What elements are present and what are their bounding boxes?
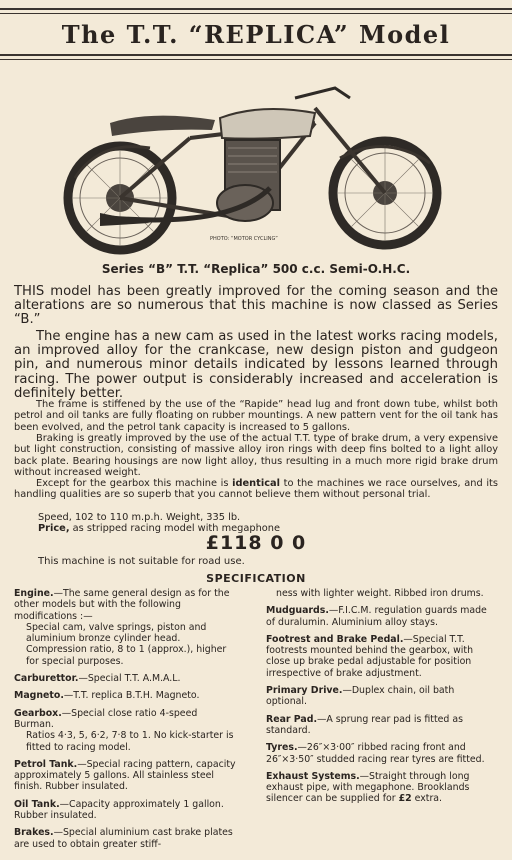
spec-footrest [266,634,492,679]
spec-primary-drive [266,685,492,708]
top-rule-thin [0,13,512,14]
spec-oil-tank [14,799,236,822]
spec-carburettor [14,673,236,684]
spec-brakes-cont [266,588,492,599]
spec-engine-head: Engine. [14,588,54,599]
speed-weight: Speed, 102 to 110 m.p.h. Weight, 335 lb. [38,512,241,523]
spec-engine-text: —The same general design as for the other models but with the following modifications :— [14,588,230,622]
spec-magneto-head: Magneto. [14,690,64,702]
page-title: The T.T. “REPLICA” Model [61,20,451,49]
road-use-note: This machine is not suitable for road use. [38,556,245,567]
spec-exhaust-price: £2 [398,793,412,805]
spec-column-left [14,588,236,856]
spec-tyres-text: —26″×3·00″ ribbed racing front and 26″×3·50″ studded racing rear tyres are fitted. [266,742,485,765]
spec-footrest-text: —Special T.T. footrests mounted behind the gearbox, with close up brake pedal adjustable for position irrespective of brake adjustment. [266,633,474,679]
spec-rear-pad [266,714,492,737]
spec-footrest-head: Footrest and Brake Pedal. [266,633,404,645]
spec-gearbox [14,708,236,753]
title-rule [0,54,512,56]
spec-petrol-tank-head: Petrol Tank. [14,758,78,770]
spec-gearbox-extra: Ratios 4·3, 5, 6·2, 7·8 to 1. No kick-starter is fitted to racing model. [26,730,234,753]
spec-exhaust-head: Exhaust Systems. [266,770,360,782]
spec-brakes-text: —Special aluminium cast brake plates are used to obtain greater stiff- [14,827,233,850]
price-label: Price, [38,523,70,534]
spec-tyres [266,742,492,765]
spec-petrol-tank [14,759,236,793]
spec-primary-drive-text: —Duplex chain, oil bath optional. [266,685,455,708]
spec-brakes-head: Brakes. [14,827,54,839]
spec-rear-pad-head: Rear Pad. [266,713,318,725]
spec-exhaust-tail: extra. [411,793,443,805]
spec-carburettor-head: Carburettor. [14,673,79,685]
spec-petrol-tank-text: —Special racing pattern, capacity approximately 5 gallons. All stainless steel finish. Rubber insulated. [14,758,236,793]
gearbox-paragraph [14,478,498,501]
spec-brakes [14,827,236,850]
spec-gearbox-head: Gearbox. [14,707,62,719]
spec-exhaust-text: —Straight through long exhaust pipe, with megaphone. Brooklands silencer can be supplied for [266,770,470,805]
spec-primary-drive-head: Primary Drive. [266,685,343,697]
photo-credit: PHOTO: “MOTOR CYCLING” [210,236,278,242]
spec-mudguards-head: Mudguards. [266,605,329,617]
spec-oil-tank-text: —Capacity approximately 1 gallon. Rubber insulated. [14,798,224,822]
spec-brakes-cont-text: ness with lighter weight. Ribbed iron drums. [276,588,484,599]
title-rule-thin [0,59,512,60]
spec-engine [14,588,236,667]
frame-paragraph: The frame is stiffened by the use of the “Rapide” head lug and front down tube, whilst both petrol and oil tanks are fully floating on rubber mountings. A new pattern vent for the oil tank has been evolved, and the petrol tank capacity is increased to 5 gallons. [14,399,498,433]
spec-carburettor-text: —Special T.T. A.M.A.L. [78,673,181,685]
spec-column-right [266,588,492,811]
spec-mudguards-text: —F.I.C.M. regulation guards made of duralumin. Aluminium alloy stays. [266,605,487,628]
gearbox-text-a: Except for the gearbox this machine is [36,478,233,489]
price-description: as stripped racing model with megaphone [69,523,281,534]
spec-rear-pad-text: —A sprung rear pad is fitted as standard. [266,713,463,736]
intro-paragraph-1: THIS model has been greatly improved for the coming season and the alterations are so numerous that this machine is now classed as Series “B.” [14,284,498,328]
specification-heading: SPECIFICATION [206,572,306,585]
photo-caption: Series “B” T.T. “Replica” 500 c.c. Semi-O.H.C. [101,262,411,276]
spec-tyres-head: Tyres. [266,742,298,754]
top-rule [0,8,512,10]
spec-gearbox-text: —Special close ratio 4-speed Burman. [14,707,198,730]
spec-mudguards [266,605,492,628]
intro-paragraph-2: The engine has a new cam as used in the latest works racing models, an improved alloy for the crankcase, new design piston and gudgeon pin, and numerous minor details indicated by lessons learned through racing. The power output is considerably increased and acceleration is definitely better. [14,329,498,401]
braking-paragraph: Braking is greatly improved by the use of the actual T.T. type of brake drum, a very expensive but light construction, consisting of massive alloy iron rings with deep fins bolted to a light alloy back plate. Bearing housings are now light alloy, thus resulting in a much more rigid brake drum without increased weight. [14,433,498,479]
spec-magneto [14,690,236,701]
spec-oil-tank-head: Oil Tank. [14,798,60,810]
motorcycle-photo [40,78,480,256]
spec-magneto-text: —T.T. replica B.T.H. Magneto. [63,690,200,702]
spec-exhaust [266,771,492,805]
spec-engine-extra: Special cam, valve springs, piston and aluminium bronze cylinder head. Compression ratio, 8 to 1 (approx.), higher for special purposes. [26,621,227,667]
gearbox-text-b: to the machines we race ourselves, and its handling qualities are so superb that you cannot believe them without personal trial. [14,478,498,501]
price-value: £118 0 0 [205,532,307,554]
identical-emphasis: identical [232,478,280,489]
